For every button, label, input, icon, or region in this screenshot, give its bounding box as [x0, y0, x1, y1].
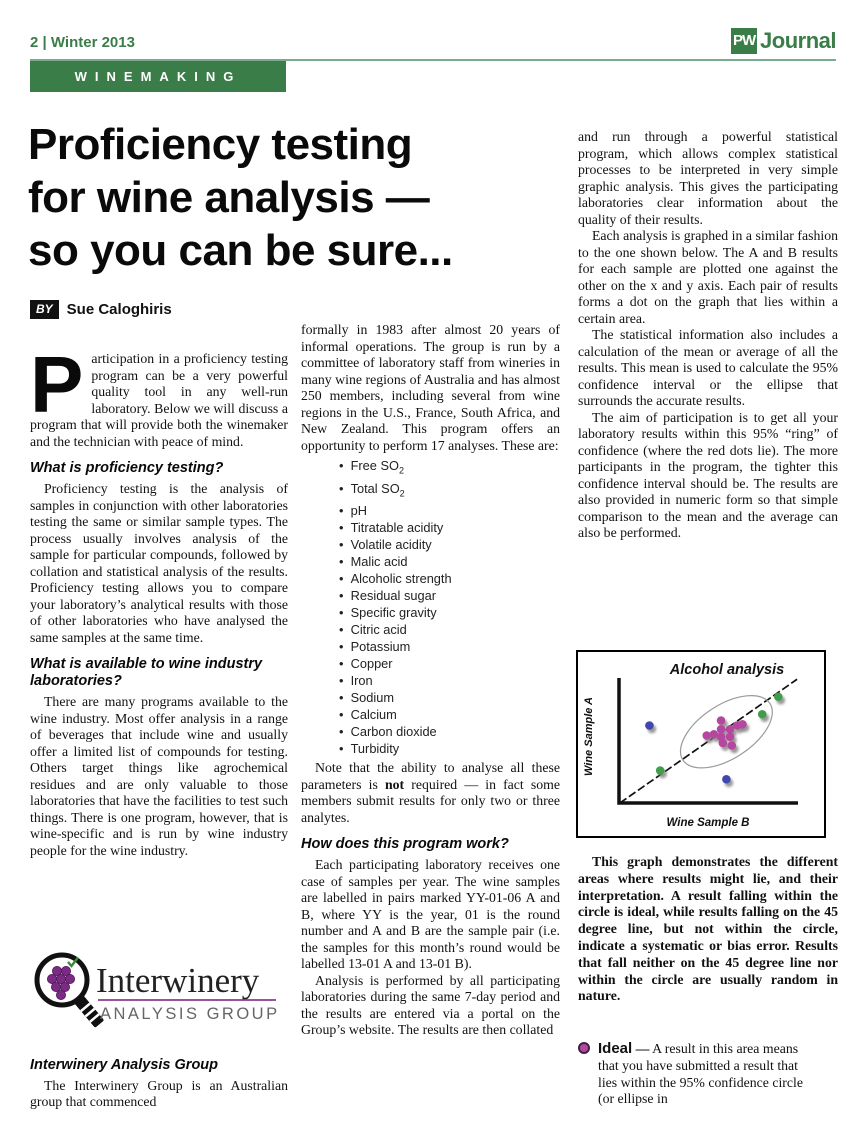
ideal-dash: —: [635, 1041, 650, 1056]
analyte-item: • Specific gravity: [339, 604, 560, 621]
paragraph: formally in 1983 after almost 20 years of informal operations. The group is run by a committee of laboratory staff from wineries in many wine regions of Australia and has almost 250 members, including several from wine regions in the U.S., France, South Africa, and New Zealand. This program offers an opportunity to perform 17 analyses. These are:: [301, 322, 560, 453]
interwinery-section: [30, 950, 288, 1111]
paragraph: The aim of participation is to get all your laboratory results within this 95% “ring” of confidence (where the red dots lie). The more participants in the program, the tighter this confidence interval should be. The results are also provided in numeric form so that simple comparison to the mean and the average can also be performed.: [578, 409, 838, 540]
author-name: Sue Caloghiris: [66, 301, 172, 318]
logo-subtitle-text: ANALYSIS GROUP: [100, 1005, 280, 1023]
y-axis-label: Wine Sample A: [583, 697, 595, 776]
journal-logo-icon: PW: [731, 28, 757, 54]
analyte-item: • Citric acid: [339, 621, 560, 638]
paragraph: There are many programs available to the wine industry. Most offer analysis in a range of beverages that include wine and usually offer a limited list of compounds for testing. Others target things like agrochemical residues and are only valuable to those laboratories that have the facilities to test such things. There is one program, however, that is wine-specific and is run by wine industry people for the wine industry.: [30, 694, 288, 858]
paragraph-intro: Participation in a proficiency testing program can be a very powerful quality tool in any well-run laboratory. Below we will discuss a program that will provide both the winemaker and the technician with peace of mind.: [30, 351, 288, 449]
journal-logo: [731, 28, 836, 54]
section-heading: What is proficiency testing?: [30, 460, 224, 476]
analyte-item: • Potassium: [339, 638, 560, 655]
paragraph-note: Note that the ability to analyse all these parameters is not required — in fact some members submit results for only two or three analytes.: [301, 760, 560, 825]
paragraph: Analysis is performed by all participating laboratories during the same 7-day period and the results are entered via a portal on the Group’s website. The results are then collated: [301, 972, 560, 1038]
paragraph: Proficiency testing is the analysis of samples in conjunction with other laboratories testing the same or similar sample types. The process usually involves analysis of the sample for particular compounds, followed by collation and statistical analysis of the results. Proficiency testing allows you to compare your laboratory’s analytical results with those of other laboratories who have analysed the same samples at the same time.: [30, 481, 288, 645]
data-point-systematic-on-line: [758, 710, 767, 719]
by-badge: BY: [30, 300, 59, 319]
paragraph: The statistical information also includes a calculation of the mean or average of all the results. This mean is used to calculate the 95% confidence interval or the ellipse that surrounds the accurate results.: [578, 327, 838, 408]
analyte-item: • Copper: [339, 655, 560, 672]
article-title: [28, 118, 453, 277]
figure-border: [577, 651, 825, 837]
alcohol-analysis-figure: [576, 650, 826, 838]
analyte-item: • Carbon dioxide: [339, 723, 560, 740]
column-3: [578, 129, 838, 646]
title-line-1: Proficiency testing: [28, 120, 413, 169]
analyte-item: • Alcoholic strength: [339, 570, 560, 587]
ideal-bullet-item: [578, 1040, 823, 1108]
data-point-ideal-within-ellipse: [717, 716, 726, 725]
analyte-item: • Iron: [339, 672, 560, 689]
section-banner: WINEMAKING: [30, 61, 286, 92]
analytes-list: [301, 457, 560, 757]
section-heading: What is available to wine industry laboratories?: [30, 656, 263, 689]
analyte-item: • Malic acid: [339, 553, 560, 570]
ideal-bullet-dot-icon: [578, 1042, 590, 1054]
journal-logo-text: Journal: [760, 28, 836, 53]
ideal-text: A result in this area means that you have submitted a result that lies within the 95% confidence circle (or ellipse in: [598, 1041, 803, 1107]
column-1: [30, 351, 288, 952]
analyte-item: • Sodium: [339, 689, 560, 706]
data-point-systematic-on-line: [656, 766, 665, 775]
ideal-term: Ideal: [598, 1040, 633, 1057]
scatter-chart: [576, 650, 826, 838]
paragraph: Each analysis is graphed in a similar fashion to the one shown below. The A and B results for each sample are plotted one against the other on the x and y axis. Each pair of results forms a dot on the graph that lies within a certain area.: [578, 228, 838, 326]
section-heading: How does this program work?: [301, 836, 509, 853]
logo-name-text: Interwinery: [96, 961, 260, 1000]
data-point-ideal-within-ellipse: [727, 741, 736, 750]
data-point-ideal-within-ellipse: [702, 731, 711, 740]
x-axis-label: Wine Sample B: [666, 817, 750, 829]
analyte-item: • Residual sugar: [339, 587, 560, 604]
byline: [30, 300, 172, 319]
paragraph: and run through a powerful statistical program, which allows complex statistical processes to be interpreted in very simple graphic analysis. This gives the participating laboratories clear information about the quality of their results.: [578, 129, 838, 227]
figure-caption: This graph demonstrates the different areas where results might lie, and their interpretation. A result falling within the circle is ideal, while results falling on the 45 degree line, but not within the circle, indicate a systematic or bias error. Results that fall neither on the 45 degree line nor within the circle are usually random in nature.: [578, 854, 838, 1004]
data-point-ideal-within-ellipse: [719, 739, 728, 748]
analyte-item: • pH: [339, 502, 560, 519]
paragraph: The Interwinery Group is an Australian group that commenced: [30, 1077, 288, 1109]
title-line-3: so you can be sure...: [28, 226, 453, 275]
analyte-item: • Volatile acidity: [339, 536, 560, 553]
section-heading: Interwinery Analysis Group: [30, 1056, 219, 1073]
data-point-random-off-line: [645, 721, 654, 730]
analyte-item: • Free $SO_2$: [339, 457, 560, 480]
data-point-random-off-line: [722, 775, 731, 784]
chart-title: Alcohol analysis: [669, 662, 785, 678]
data-point-systematic-on-line: [774, 692, 783, 701]
analyte-item: • Titratable acidity: [339, 519, 560, 536]
data-point-ideal-within-ellipse: [726, 732, 735, 741]
analyte-item: • Turbidity: [339, 740, 560, 757]
data-point-ideal-within-ellipse: [738, 720, 747, 729]
data-point-ideal-within-ellipse: [717, 725, 726, 734]
title-line-2: for wine analysis —: [28, 173, 430, 222]
analyte-item: • Total $SO_2$: [339, 480, 560, 503]
paragraph: Each participating laboratory receives one case of samples per year. The wine samples are labelled in pairs marked YY-01-06 A and B, where YY is the year, 01 is the round number and A and B are the sample pair (i.e. the samples for this month’s round would be labelled 13-01 A and 13-01 B).: [301, 857, 560, 972]
interwinery-logo: [30, 950, 288, 1044]
page-number-issue: 2 | Winter 2013: [30, 34, 135, 51]
magnifier-icon: [37, 955, 104, 1028]
analyte-item: • Calcium: [339, 706, 560, 723]
column-2: [301, 322, 560, 1110]
drop-cap: P: [30, 351, 84, 429]
